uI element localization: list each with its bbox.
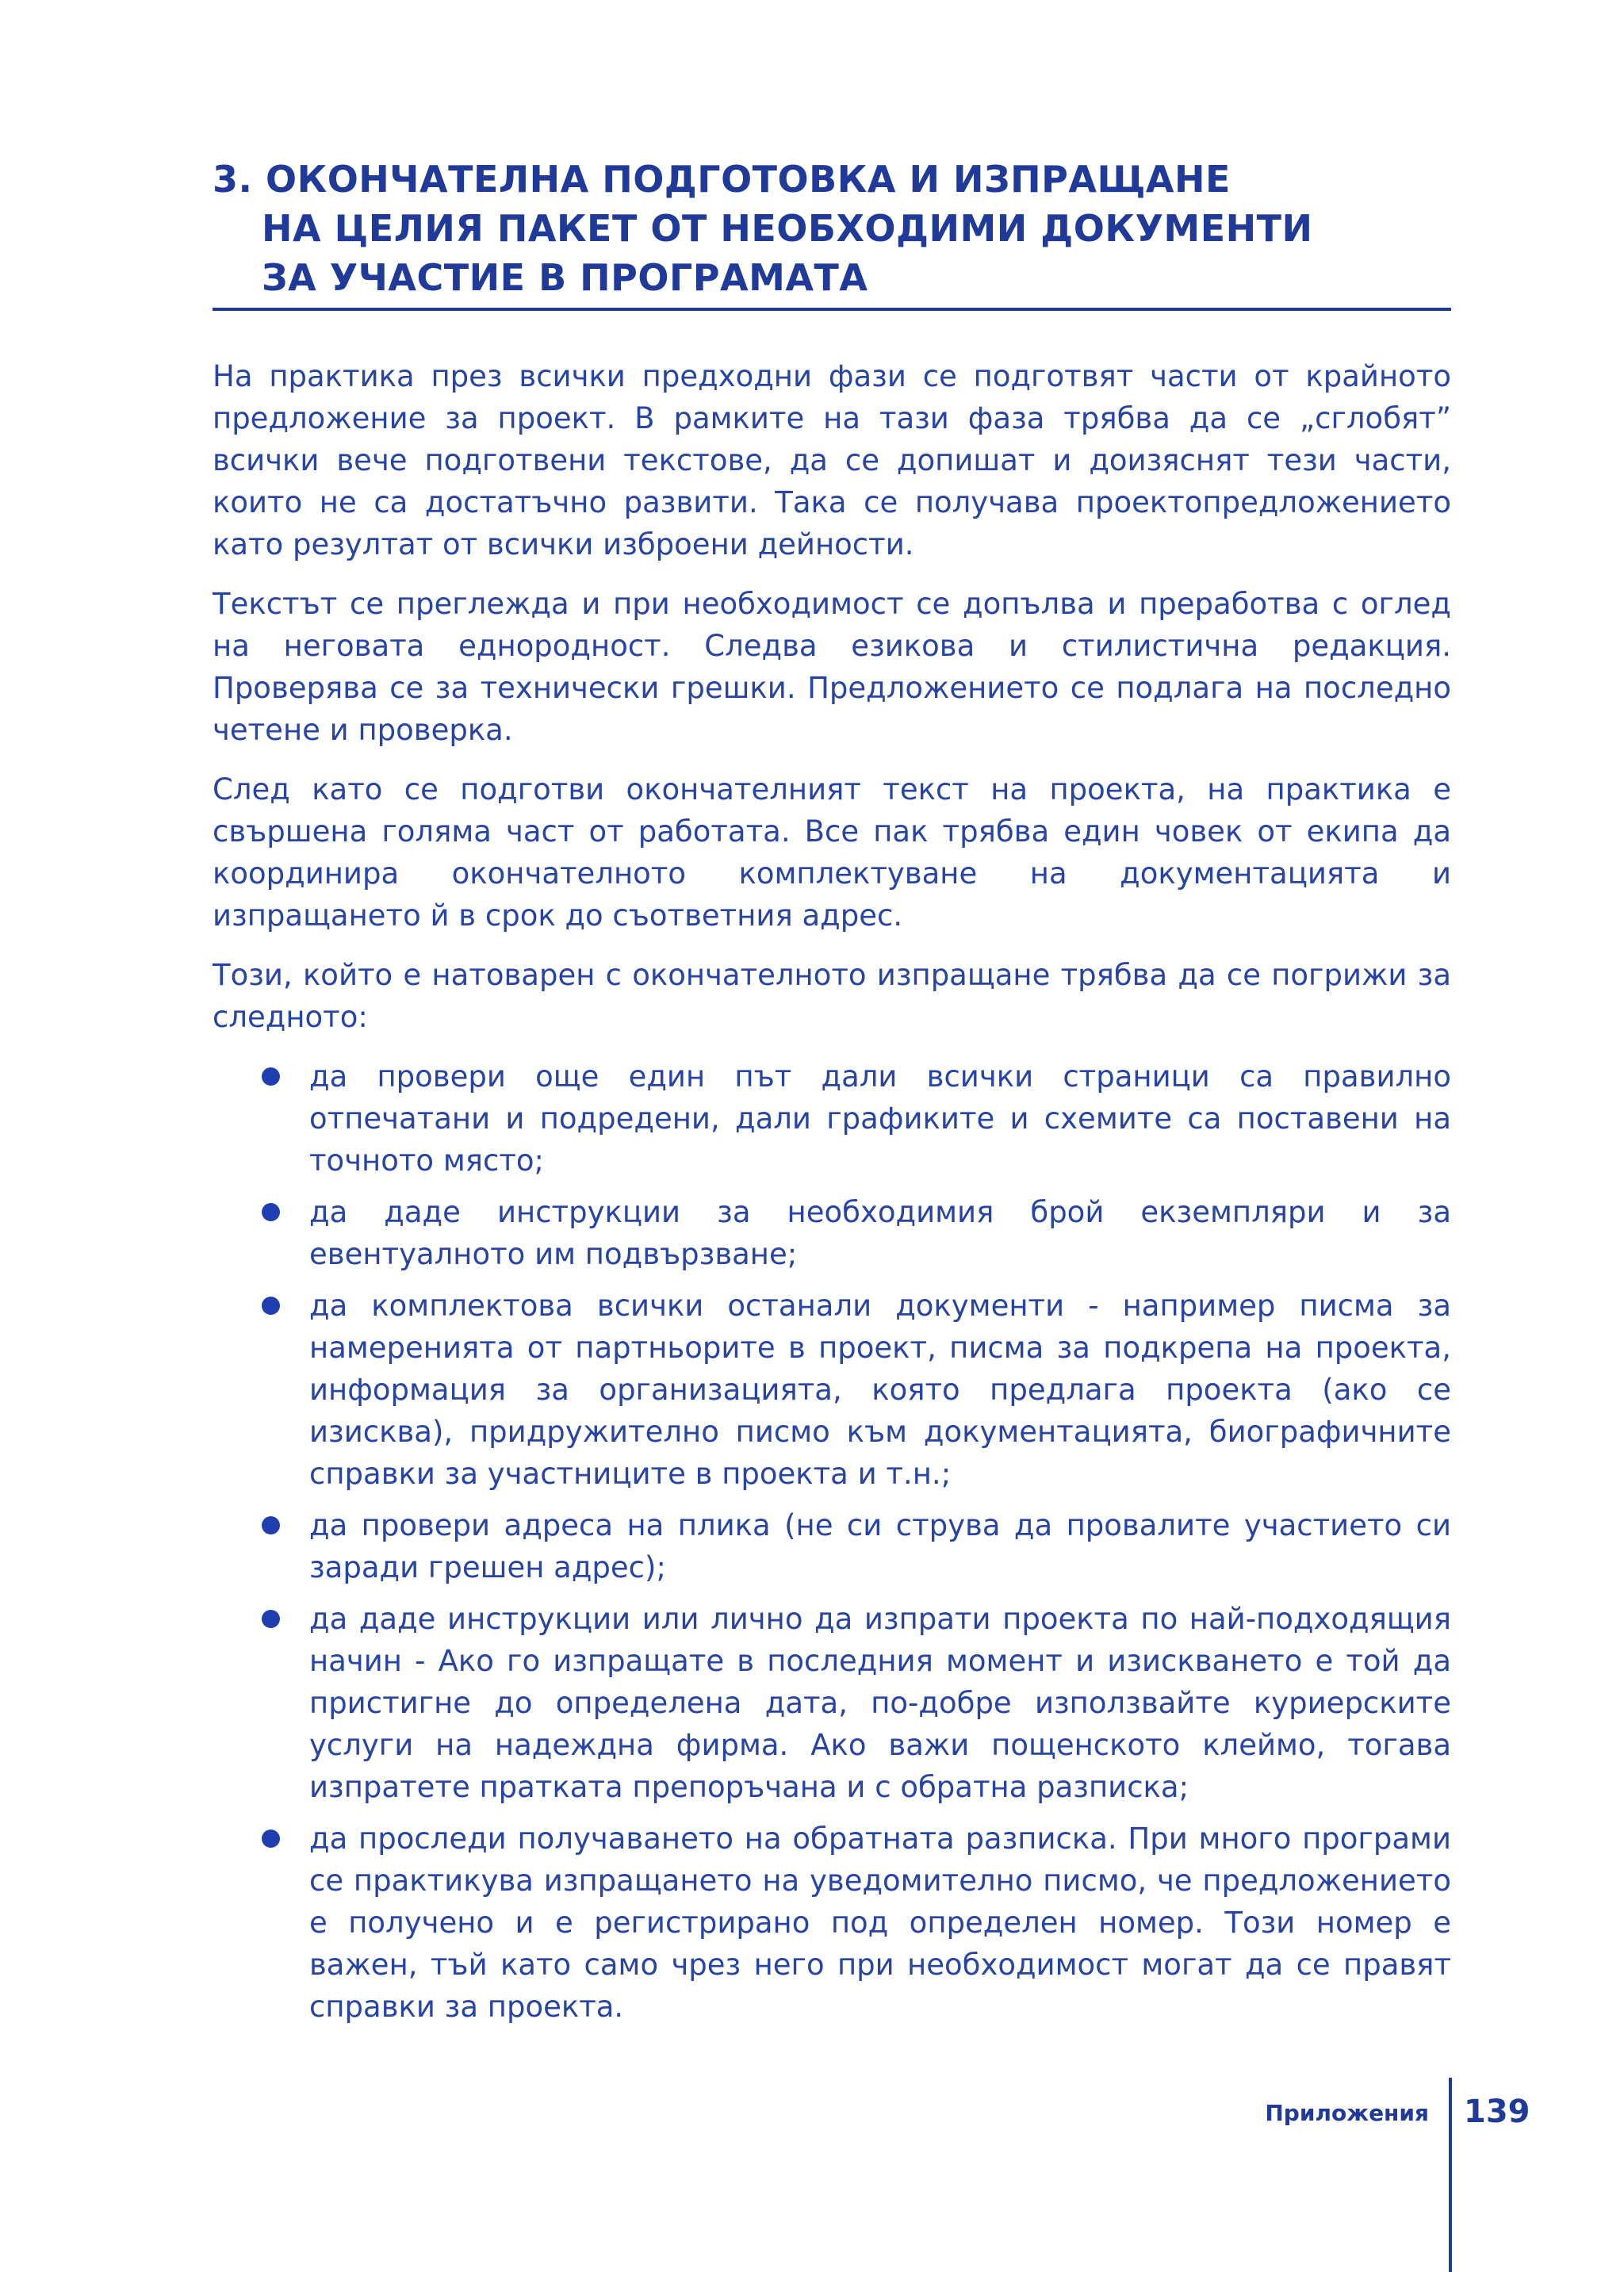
page-number: 139 bbox=[1464, 2094, 1530, 2130]
paragraph-3: След като се подготви окончателният текст на проекта, на практика е свършена голяма част от работата. Все пак трябва един човек от екипа да координира окончателното комплектуване на документацията и изпращането й в срок до съответния адрес. bbox=[213, 772, 1451, 933]
list-item-text: да комплектова всички останали документи - например писма за намеренията от партньорите в проект, писма за подкрепа на проекта, информация за организацията, която предлага проекта (ако се изисква), придружително писмо към документацията, биографичните справки за участниците в проекта и т.н.; bbox=[309, 1289, 1451, 1491]
list-item-text: да провери адреса на плика (не си струва да провалите участието си заради грешен адрес); bbox=[309, 1508, 1451, 1584]
list-item-text: да даде инструкции или лично да изпрати проекта по най-подходящия начин - Ако го изпращате в последния момент и изискването е той да пристигне до определена дата, по-добре използвайте куриерските услуги на надеждна фирма. Ако важи пощенското клеймо, тогава изпратете пратката препоръчана и с обратна разписка; bbox=[309, 1602, 1451, 1804]
heading-line-3: ЗА УЧАСТИЕ В ПРОГРАМАТА bbox=[262, 256, 868, 299]
paragraph-4: Този, който е натоварен с окончателното изпращане трябва да се погрижи за следното: bbox=[213, 958, 1451, 1034]
bullet-icon bbox=[262, 1516, 280, 1534]
footer-section-label: Приложения bbox=[1265, 2100, 1429, 2126]
bullet-icon bbox=[262, 1067, 280, 1086]
heading-line-2: НА ЦЕЛИЯ ПАКЕТ ОТ НЕОБХОДИМИ ДОКУМЕНТИ bbox=[262, 207, 1313, 250]
heading-line-1: 3. ОКОНЧАТЕЛНА ПОДГОТОВКА И ИЗПРАЩАНЕ bbox=[213, 158, 1231, 201]
bullet-icon bbox=[262, 1203, 280, 1221]
list-item bbox=[213, 1504, 1451, 1588]
list-item bbox=[213, 1285, 1451, 1495]
list-item-text: да провери още един път дали всички страници са правилно отпечатани и подредени, дали графиките и схемите са поставени на точното място; bbox=[309, 1059, 1451, 1178]
paragraph-1: На практика през всички предходни фази се подготвят части от крайното предложение за проект. В рамките на тази фаза трябва да се „сглобят” всички вече подготвени текстове, да се допишат и доизяснят тези части, които не са достатъчно развити. Така се получава проектопредложението като резултат от всички изброени дейности. bbox=[213, 359, 1451, 561]
checklist bbox=[213, 1056, 1451, 2028]
heading-underline bbox=[213, 308, 1451, 311]
body-text bbox=[213, 355, 1451, 2037]
section-heading bbox=[213, 155, 1451, 302]
footer-divider bbox=[1449, 2078, 1452, 2272]
bullet-icon bbox=[262, 1610, 280, 1628]
list-item bbox=[213, 1598, 1451, 1808]
list-item bbox=[213, 1056, 1451, 1182]
list-item bbox=[213, 1818, 1451, 2028]
list-item-text: да проследи получаването на обратната разписка. При много програми се практикува изпращането на уведомително писмо, че предложението е получено и е регистрирано под определен номер. Този номер е важен, тъй като само чрез него при необходимост могат да се правят справки за проекта. bbox=[309, 1822, 1451, 2024]
list-item-text: да даде инструкции за необходимия брой екземпляри и за евентуалното им подвързване; bbox=[309, 1195, 1451, 1271]
list-item bbox=[213, 1191, 1451, 1275]
paragraph-2: Текстът се преглежда и при необходимост се допълва и преработва с оглед на неговата еднородност. Следва езикова и стилистична редакция. Проверява се за технически грешки. Предложението се подлага на последно четене и проверка. bbox=[213, 587, 1451, 747]
bullet-icon bbox=[262, 1829, 280, 1848]
bullet-icon bbox=[262, 1297, 280, 1315]
